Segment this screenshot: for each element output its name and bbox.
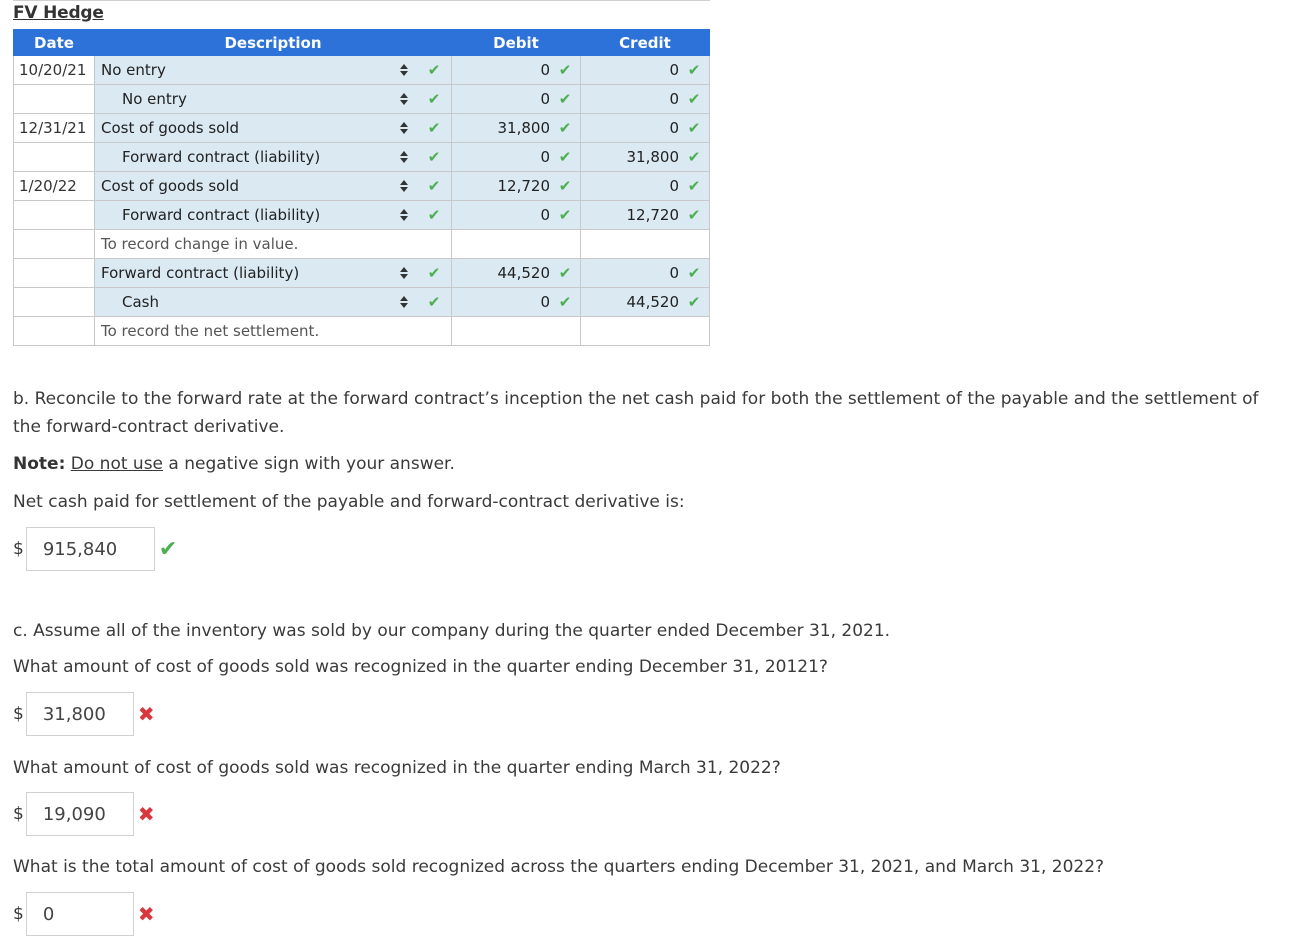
account-name: Cost of goods sold — [101, 177, 240, 195]
account-select[interactable] — [95, 288, 452, 317]
account-select[interactable] — [95, 56, 452, 85]
debit-input[interactable] — [452, 85, 581, 114]
header-debit: Debit — [452, 30, 581, 56]
currency-symbol: $ — [13, 539, 24, 559]
account-name: Cost of goods sold — [101, 119, 240, 137]
table-row — [14, 56, 710, 85]
account-select[interactable] — [95, 259, 452, 288]
header-date: Date — [14, 30, 95, 56]
debit-input[interactable] — [452, 201, 581, 230]
currency-symbol: $ — [13, 704, 24, 724]
header-description: Description — [95, 30, 452, 56]
currency-symbol: $ — [13, 904, 24, 924]
cogs-q1-input[interactable] — [26, 792, 134, 836]
credit-input[interactable] — [581, 288, 710, 317]
up-down-arrows-icon[interactable] — [397, 180, 411, 192]
up-down-arrows-icon[interactable] — [397, 267, 411, 279]
check-icon: ✔ — [558, 61, 572, 79]
check-icon: ✔ — [427, 264, 441, 282]
table-header-row — [14, 30, 710, 56]
account-name: No entry — [101, 61, 166, 79]
debit-cell — [452, 230, 581, 259]
table-row — [14, 143, 710, 172]
table-row — [14, 259, 710, 288]
account-select[interactable] — [95, 143, 452, 172]
check-icon: ✔ — [427, 148, 441, 166]
check-icon: ✔ — [687, 61, 701, 79]
account-name: Cash — [122, 293, 159, 311]
account-name: No entry — [122, 90, 187, 108]
note-underlined: Do not use — [70, 454, 164, 474]
date-cell[interactable] — [14, 259, 95, 288]
check-icon: ✔ — [427, 90, 441, 108]
credit-value: 44,520 — [626, 293, 679, 311]
x-icon: ✖ — [137, 902, 155, 926]
entry-note-text: To record the net settlement. — [101, 322, 320, 340]
date-cell — [14, 230, 95, 259]
part-b-note — [13, 450, 455, 478]
debit-cell — [452, 317, 581, 346]
credit-cell — [581, 230, 710, 259]
account-select[interactable] — [95, 172, 452, 201]
check-icon: ✔ — [687, 148, 701, 166]
check-icon: ✔ — [427, 177, 441, 195]
entry-note-text: To record change in value. — [101, 235, 299, 253]
table-row — [14, 172, 710, 201]
date-cell[interactable] — [14, 85, 95, 114]
debit-input[interactable] — [452, 114, 581, 143]
part-c-question-2: What amount of cost of goods sold was recognized in the quarter ending March 31, 2022? — [13, 758, 781, 778]
check-icon: ✔ — [558, 119, 572, 137]
check-icon: ✔ — [427, 293, 441, 311]
check-icon: ✔ — [687, 119, 701, 137]
journal-table — [13, 29, 710, 346]
entry-note — [95, 317, 452, 346]
check-icon: ✔ — [558, 90, 572, 108]
cogs-total-input[interactable] — [26, 892, 134, 936]
check-icon: ✔ — [427, 206, 441, 224]
debit-value: 0 — [540, 90, 550, 108]
table-row — [14, 230, 710, 259]
credit-value: 0 — [669, 119, 679, 137]
currency-symbol: $ — [13, 804, 24, 824]
credit-value: 0 — [669, 61, 679, 79]
account-name: Forward contract (liability) — [122, 206, 321, 224]
check-icon: ✔ — [687, 206, 701, 224]
debit-value: 0 — [540, 61, 550, 79]
part-c-answer-row-1 — [13, 690, 155, 738]
note-label: Note: — [13, 454, 66, 474]
date-cell[interactable] — [14, 201, 95, 230]
credit-input[interactable] — [581, 56, 710, 85]
debit-value: 0 — [540, 206, 550, 224]
credit-input[interactable] — [581, 143, 710, 172]
account-select[interactable] — [95, 85, 452, 114]
table-row — [14, 288, 710, 317]
up-down-arrows-icon[interactable] — [397, 122, 411, 134]
part-c-answer-row-3 — [13, 890, 155, 938]
part-c-question-1: What amount of cost of goods sold was recognized in the quarter ending December 31, 20121? — [13, 657, 828, 677]
check-icon: ✔ — [558, 293, 572, 311]
cogs-q4-input[interactable] — [26, 692, 134, 736]
credit-input[interactable] — [581, 259, 710, 288]
up-down-arrows-icon[interactable] — [397, 93, 411, 105]
account-name: Forward contract (liability) — [122, 148, 321, 166]
check-icon: ✔ — [427, 61, 441, 79]
x-icon: ✖ — [137, 802, 155, 826]
debit-value: 0 — [540, 148, 550, 166]
credit-cell — [581, 317, 710, 346]
credit-input[interactable] — [581, 114, 710, 143]
debit-input[interactable] — [452, 172, 581, 201]
page-title: FV Hedge — [13, 3, 104, 23]
up-down-arrows-icon[interactable] — [397, 151, 411, 163]
x-icon: ✖ — [137, 702, 155, 726]
part-b-question: Net cash paid for settlement of the payable and forward-contract derivative is: — [13, 492, 685, 512]
note-rest: a negative sign with your answer. — [163, 454, 455, 474]
check-icon: ✔ — [687, 264, 701, 282]
debit-input[interactable] — [452, 56, 581, 85]
credit-value: 31,800 — [626, 148, 679, 166]
net-cash-input[interactable] — [26, 527, 155, 571]
entry-note — [95, 230, 452, 259]
up-down-arrows-icon[interactable] — [397, 64, 411, 76]
check-icon: ✔ — [558, 148, 572, 166]
debit-value: 31,800 — [497, 119, 550, 137]
check-icon: ✔ — [687, 177, 701, 195]
check-icon: ✔ — [558, 177, 572, 195]
date-cell[interactable]: 12/31/21 — [14, 114, 95, 143]
debit-value: 44,520 — [497, 264, 550, 282]
account-select[interactable] — [95, 114, 452, 143]
debit-value: 12,720 — [497, 177, 550, 195]
up-down-arrows-icon[interactable] — [397, 209, 411, 221]
table-row — [14, 201, 710, 230]
up-down-arrows-icon[interactable] — [397, 296, 411, 308]
credit-value: 0 — [669, 264, 679, 282]
check-icon: ✔ — [687, 90, 701, 108]
part-b-answer-row — [13, 525, 177, 573]
part-c-question-3: What is the total amount of cost of goods sold recognized across the quarters ending December 31, 2021, and March 31, 2022? — [13, 857, 1105, 877]
debit-value: 0 — [540, 293, 550, 311]
table-row — [14, 114, 710, 143]
date-cell[interactable]: 1/20/22 — [14, 172, 95, 201]
check-icon: ✔ — [558, 264, 572, 282]
part-c-answer-row-2 — [13, 790, 155, 838]
date-cell[interactable] — [14, 143, 95, 172]
date-cell[interactable] — [14, 288, 95, 317]
credit-value: 0 — [669, 90, 679, 108]
part-c-prompt: c. Assume all of the inventory was sold by our company during the quarter ended December 31, 2021. — [13, 621, 891, 641]
account-select[interactable] — [95, 201, 452, 230]
check-icon: ✔ — [558, 206, 572, 224]
check-icon: ✔ — [158, 536, 178, 562]
credit-input[interactable] — [581, 201, 710, 230]
check-icon: ✔ — [687, 293, 701, 311]
debit-input[interactable] — [452, 143, 581, 172]
credit-input[interactable] — [581, 172, 710, 201]
date-cell[interactable]: 10/20/21 — [14, 56, 95, 85]
credit-value: 0 — [669, 177, 679, 195]
part-b-prompt: b. Reconcile to the forward rate at the forward contract’s inception the net cash paid for both the settlement of the payable and the settlement of the forward-contract derivative. — [13, 389, 1259, 437]
journal-body — [14, 56, 710, 346]
header-credit: Credit — [581, 30, 710, 56]
debit-input[interactable] — [452, 288, 581, 317]
top-divider — [13, 0, 710, 1]
debit-input[interactable] — [452, 259, 581, 288]
date-cell — [14, 317, 95, 346]
account-name: Forward contract (liability) — [101, 264, 300, 282]
table-row — [14, 317, 710, 346]
table-row — [14, 85, 710, 114]
check-icon: ✔ — [427, 119, 441, 137]
credit-value: 12,720 — [626, 206, 679, 224]
credit-input[interactable] — [581, 85, 710, 114]
